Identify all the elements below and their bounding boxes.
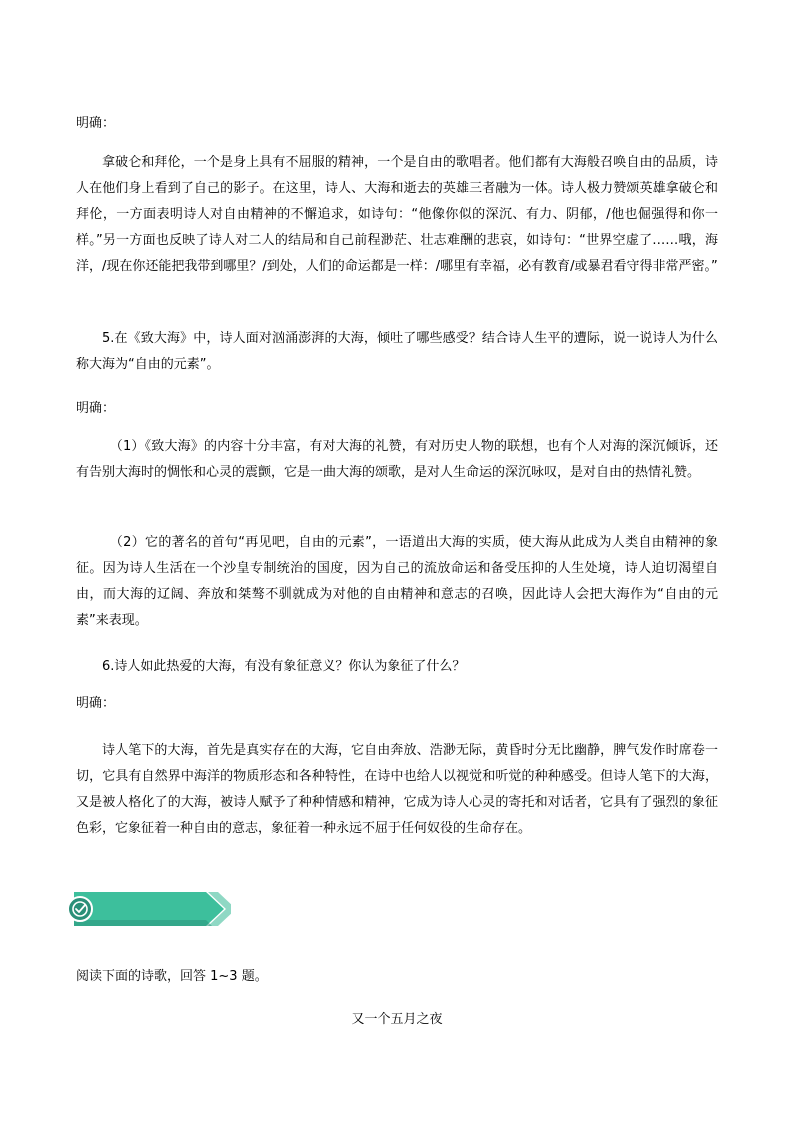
paragraph-napoleon-byron: 拿破仑和拜伦，一个是身上具有不屈服的精神，一个是自由的歌唱者。他们都有大海般召唤自由的品质，诗人在他们身上看到了自己的影子。在这里，诗人、大海和逝去的英雄三者融为一体。诗人极力赞颂英雄拿破仑和拜伦，一方面表明诗人对自由精神的不懈追求，如诗句：“他像你似的深沉、有力、阴郁，/他也倔强得和你一样。”另一方面也反映了诗人对二人的结局和自己前程渺茫、壮志难酬的悲哀，如诗句：“世界空虚了……哦，海洋，/现在你还能把我带到哪里？/到处，人们的命运都是一样：/哪里有幸福，必有教育/或暴君看守得非常严密。” [76, 155, 718, 274]
question-5: 5.在《致大海》中，诗人面对汹涌澎湃的大海，倾吐了哪些感受？结合诗人生平的遭际，说一说诗人为什么称大海为“自由的元素”。 [76, 331, 718, 372]
answer-label: 明确： [76, 116, 116, 131]
section-banner [66, 890, 231, 928]
reading-prompt: 阅读下面的诗歌，回答 1~3 题。 [76, 969, 268, 984]
answer-6: 诗人笔下的大海，首先是真实存在的大海，它自由奔放、浩渺无际，黄昏时分无比幽静，脾气发作时席卷一切，它具有自然界中海洋的物质形态和各种特性，在诗中也给人以视觉和听觉的种种感受。但诗人笔下的大海，又是被人格化了的大海，被诗人赋予了种种情感和精神，它成为诗人心灵的寄托和对话者，它具有了强烈的象征色彩，它象征着一种自由的意志，象征着一种永远不屈于任何奴役的生命存在。 [76, 743, 718, 836]
answer-5-part-1: （1）《致大海》的内容十分丰富，有对大海的礼赞，有对历史人物的联想，也有个人对海的深沉倾诉，还有告别大海时的惆怅和心灵的震颤，它是一曲大海的颂歌，是对人生命运的深沉咏叹，是对自由的热情礼赞。 [76, 439, 718, 480]
answer-5-part-2: （2）它的著名的首句“再见吧，自由的元素”，一语道出大海的实质，使大海从此成为人类自由精神的象征。因为诗人生活在一个沙皇专制统治的国度，因为自己的流放命运和备受压抑的人生处境，诗人迫切渴望自由，而大海的辽阔、奔放和桀骜不驯就成为对他的自由精神和意志的召唤，因此诗人会把大海作为“自由的元素”来表现。 [76, 535, 718, 628]
poem-title: 又一个五月之夜 [351, 1012, 443, 1027]
pencil-check-icon [68, 897, 92, 921]
answer-label: 明确： [76, 696, 116, 711]
question-6: 6.诗人如此热爱的大海，有没有象征意义？你认为象征了什么？ [102, 659, 466, 674]
answer-label: 明确： [76, 401, 116, 416]
